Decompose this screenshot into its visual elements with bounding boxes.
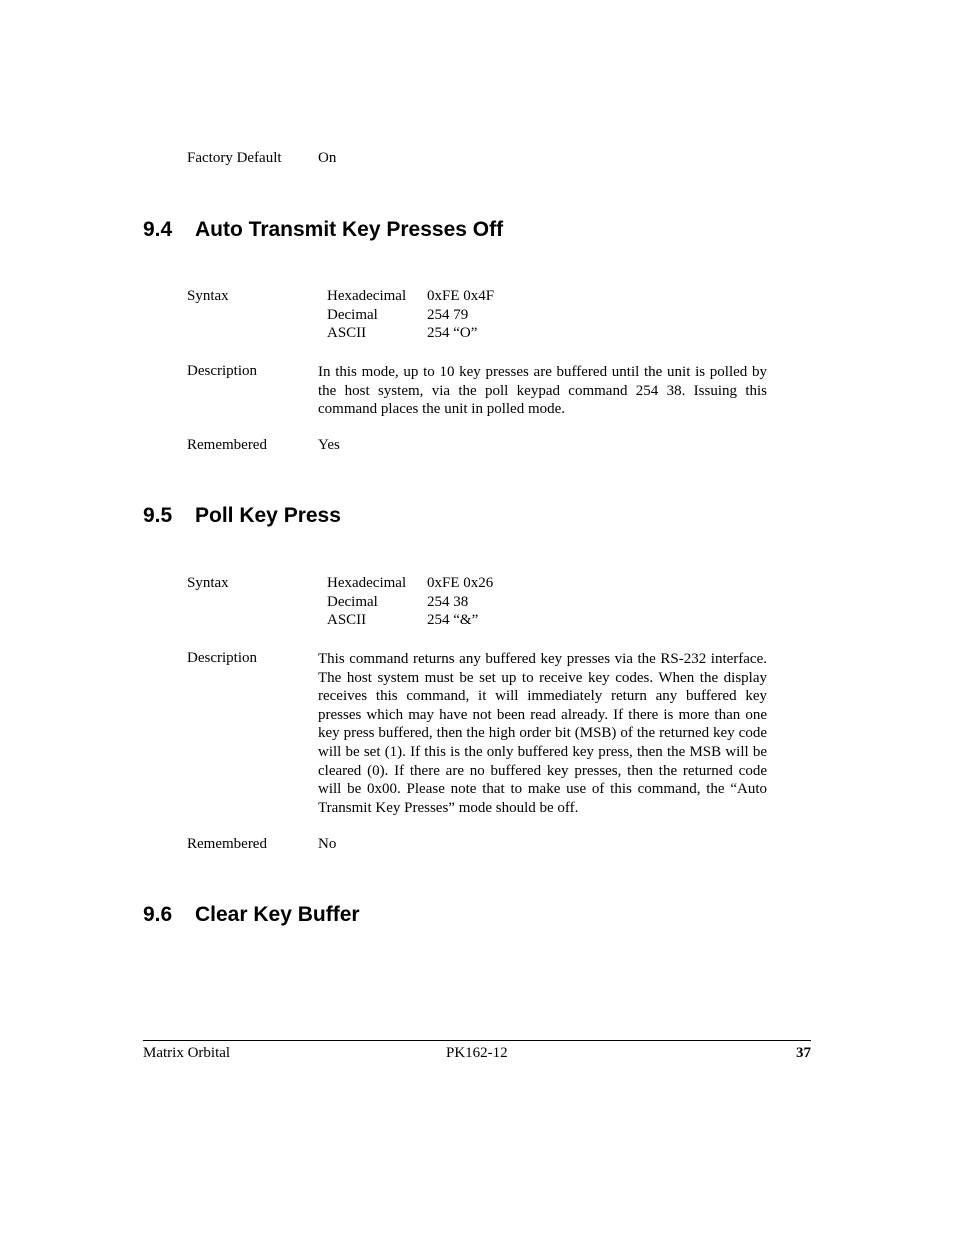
remembered-label: Remembered [187, 836, 267, 852]
syntax-value: 254 “O” [427, 325, 478, 342]
syntax-value: 254 79 [427, 306, 469, 323]
syntax-table [327, 287, 494, 343]
syntax-row-hex [327, 287, 494, 306]
description-text: This command returns any buffered key presses via the RS-232 interface. The host system must be set up to receive key codes. When the display receives this command, it will immediately return any buffered key presses which may have not been read already. If there is more than one key press buffered, then the high order bit (MSB) of the returned key code will be set (1). If this is the only buffered key press, then the MSB will be cleared (0). If there are no buffered key presses, then the returned code will be 0x00. Please note that to make use of this command, the “Auto Transmit Key Presses” mode should be off. [318, 651, 767, 816]
remembered-value: No [318, 836, 337, 852]
factory-default-value: On [318, 150, 337, 166]
syntax-key: Decimal [327, 593, 378, 610]
remembered-value: Yes [318, 437, 340, 453]
syntax-row-dec [327, 593, 493, 612]
syntax-value: 0xFE 0x4F [427, 288, 495, 304]
description-text: In this mode, up to 10 key presses are buffered until the unit is polled by the host system, via the poll keypad command 254 38. Issuing this command places the unit in polled mode. [318, 364, 767, 418]
section-number: 9.5 [143, 504, 173, 527]
section-title: Auto Transmit Key Presses Off [195, 218, 504, 241]
syntax-value: 254 38 [427, 593, 469, 610]
footer-divider [143, 1040, 811, 1041]
section-number: 9.4 [143, 218, 173, 241]
syntax-key: Decimal [327, 306, 378, 323]
factory-default-label: Factory Default [187, 150, 282, 166]
syntax-row-hex [327, 574, 493, 593]
section-heading-9-6 [143, 903, 360, 927]
footer-company: Matrix Orbital [143, 1045, 231, 1061]
syntax-key: Hexadecimal [327, 288, 407, 304]
syntax-label: Syntax [187, 575, 229, 591]
description-label: Description [187, 650, 257, 666]
syntax-value: 254 “&” [427, 612, 479, 629]
syntax-table [327, 574, 493, 630]
description-label: Description [187, 363, 257, 379]
syntax-row-dec [327, 306, 494, 325]
section-heading-9-4 [143, 218, 503, 242]
syntax-key: Hexadecimal [327, 575, 407, 591]
syntax-key: ASCII [327, 612, 367, 629]
page-number: 37 [796, 1045, 811, 1061]
section-heading-9-5 [143, 504, 341, 528]
syntax-value: 0xFE 0x26 [427, 575, 494, 591]
section-number: 9.6 [143, 903, 173, 926]
syntax-row-ascii [327, 611, 493, 630]
remembered-label: Remembered [187, 437, 267, 453]
syntax-label: Syntax [187, 288, 229, 304]
footer-model: PK162-12 [446, 1045, 508, 1061]
syntax-row-ascii [327, 324, 494, 343]
section-title: Poll Key Press [195, 504, 341, 527]
syntax-key: ASCII [327, 325, 367, 342]
section-title: Clear Key Buffer [195, 903, 360, 926]
